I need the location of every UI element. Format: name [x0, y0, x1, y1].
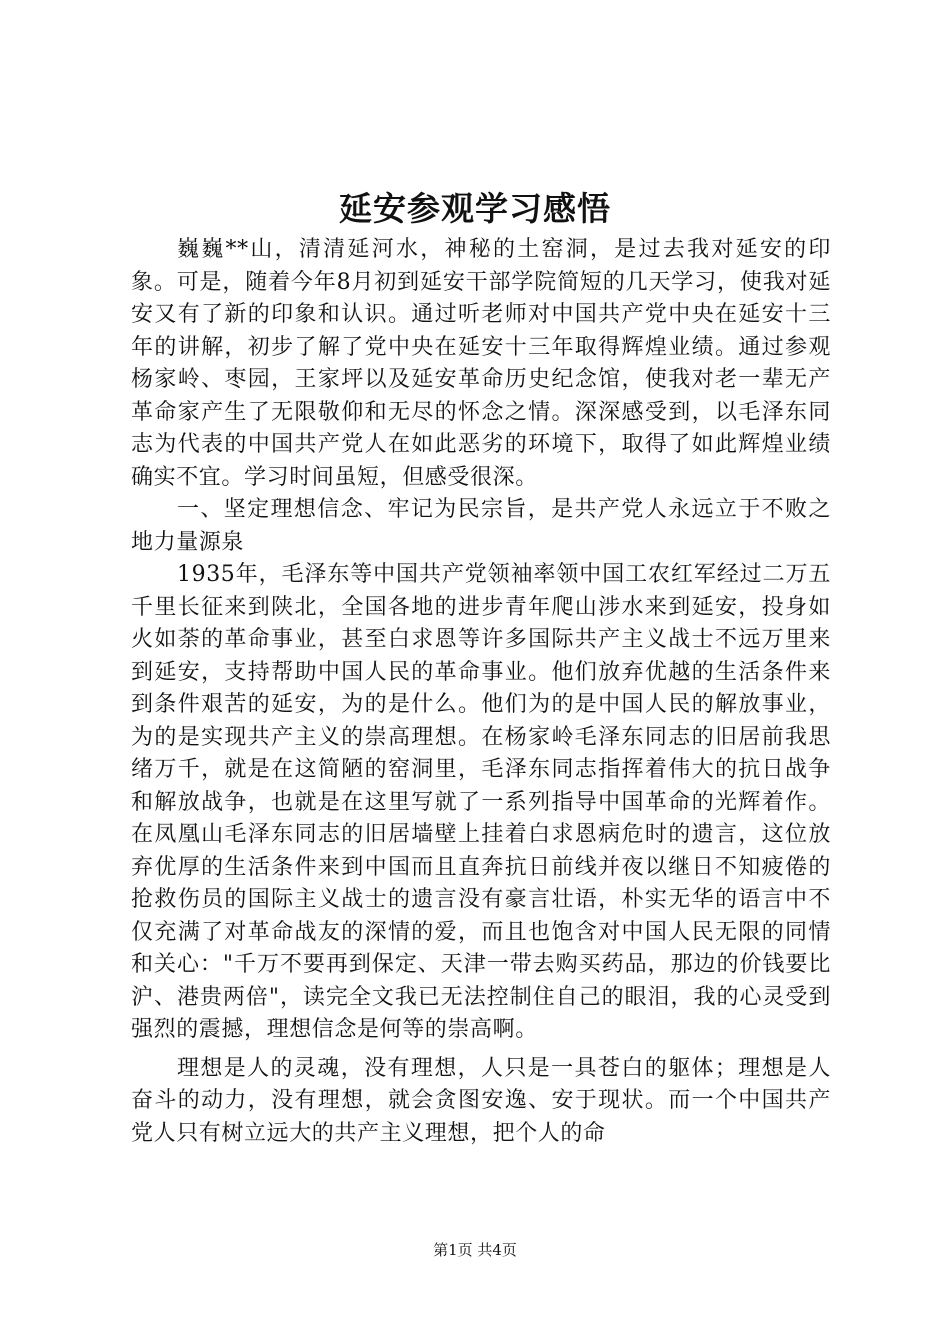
page-footer: 第1页 共4页 — [433, 1241, 517, 1259]
paragraph-history: 1935年，毛泽东等中国共产党领袖率领中国工农红军经过二万五千里长征来到陕北，全国各地的进步青年爬山涉水来到延安，投身如火如荼的革命事业，甚至白求恩等许多国际共产主义战士不远万里来到延安，支持帮助中国人民的革命事业。他们放弃优越的生活条件来到条件艰苦的延安，为的是什么。他们为的是中国人民的解放事业，为的是实现共产主义的崇高理想。在杨家岭毛泽东同志的旧居前我思绪万千，就是在这简陋的窑洞里，毛泽东同志指挥着伟大的抗日战争和解放战争，也就是在这里写就了一系列指导中国革命的光辉着作。在凤凰山毛泽东同志的旧居墙壁上挂着白求恩病危时的遗言，这位放弃优厚的生活条件来到中国而且直奔抗日前线并夜以继日不知疲倦的抢救伤员的国际主义战士的遗言没有豪言壮语，朴实无华的语言中不仅充满了对革命战友的深情的爱，而且也饱含对中国人民无限的同情和关心："千万不要再到保定、天津一带去购买药品，那边的价钱要比沪、港贵两倍"，读完全文我已无法控制住自己的眼泪，我的心灵受到强烈的震撼，理想信念是何等的崇高啊。 — [131, 562, 831, 1042]
document-body — [131, 234, 831, 1150]
paragraph-section-heading: 一、坚定理想信念、牢记为民宗旨，是共产党人永远立于不败之地力量源泉 — [131, 497, 831, 555]
page-title: 延安参观学习感悟 — [339, 189, 611, 228]
paragraph-intro: 巍巍**山，清清延河水，神秘的土窑洞，是过去我对延安的印象。可是，随着今年8月初到延安干部学院简短的几天学习，使我对延安又有了新的印象和认识。通过听老师对中国共产党中央在延安十三年的讲解，初步了解了党中央在延安十三年取得辉煌业绩。通过参观杨家岭、枣园，王家坪以及延安革命历史纪念馆，使我对老一辈无产革命家产生了无限敬仰和无尽的怀念之情。深深感受到，以毛泽东同志为代表的中国共产党人在如此恶劣的环境下，取得了如此辉煌业绩确实不宜。学习时间虽短，但感受很深。 — [131, 237, 831, 490]
paragraph-ideals: 理想是人的灵魂，没有理想，人只是一具苍白的躯体；理想是人奋斗的动力，没有理想，就会贪图安逸、安于现状。而一个中国共产党人只有树立远大的共产主义理想，把个人的命 — [131, 1055, 831, 1146]
